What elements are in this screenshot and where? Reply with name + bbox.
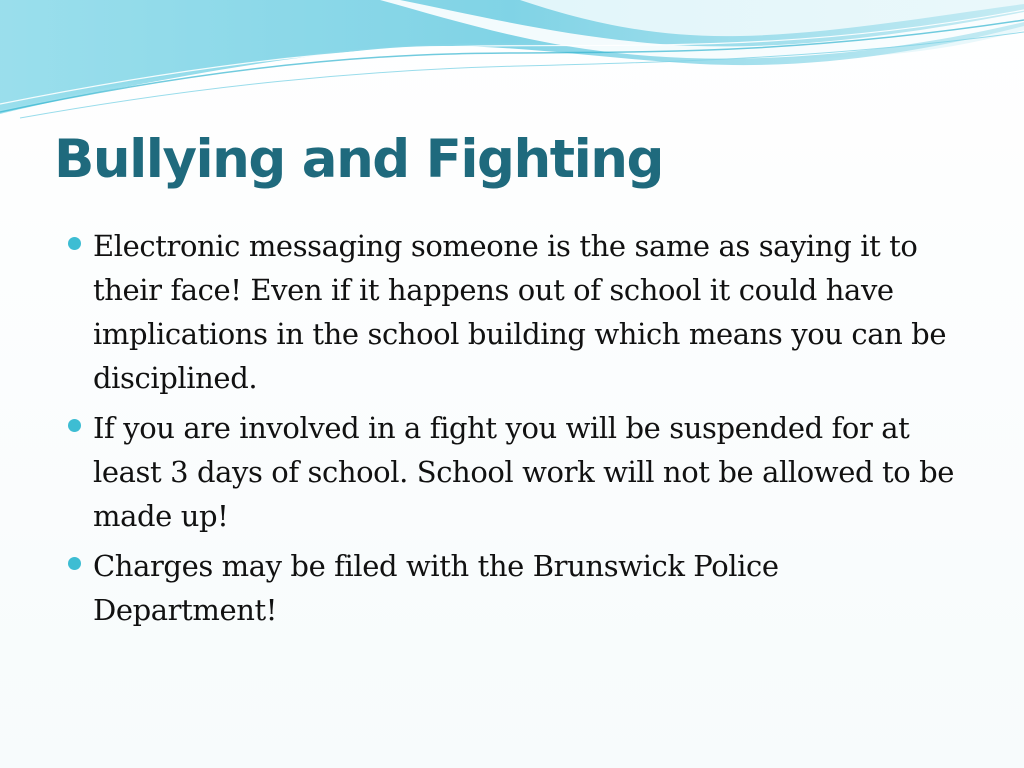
bullet-item <box>68 544 968 632</box>
bullet-dot-icon <box>68 557 81 570</box>
bullet-text: Charges may be filed with the Brunswick Police Department! <box>93 549 779 627</box>
bullet-item <box>68 406 968 538</box>
bullet-list <box>68 224 968 638</box>
bullet-dot-icon <box>68 419 81 432</box>
bullet-dot-icon <box>68 237 81 250</box>
slide-title: Bullying and Fighting <box>54 129 663 190</box>
bullet-text: If you are involved in a fight you will be suspended for at least 3 days of school. School work will not be allowed to be made up! <box>93 411 955 533</box>
bullet-item <box>68 224 968 400</box>
bullet-text: Electronic messaging someone is the same as saying it to their face! Even if it happens out of school it could have implications in the school building which means you can be disciplined. <box>93 229 947 395</box>
wave-header-decoration <box>0 0 1024 130</box>
